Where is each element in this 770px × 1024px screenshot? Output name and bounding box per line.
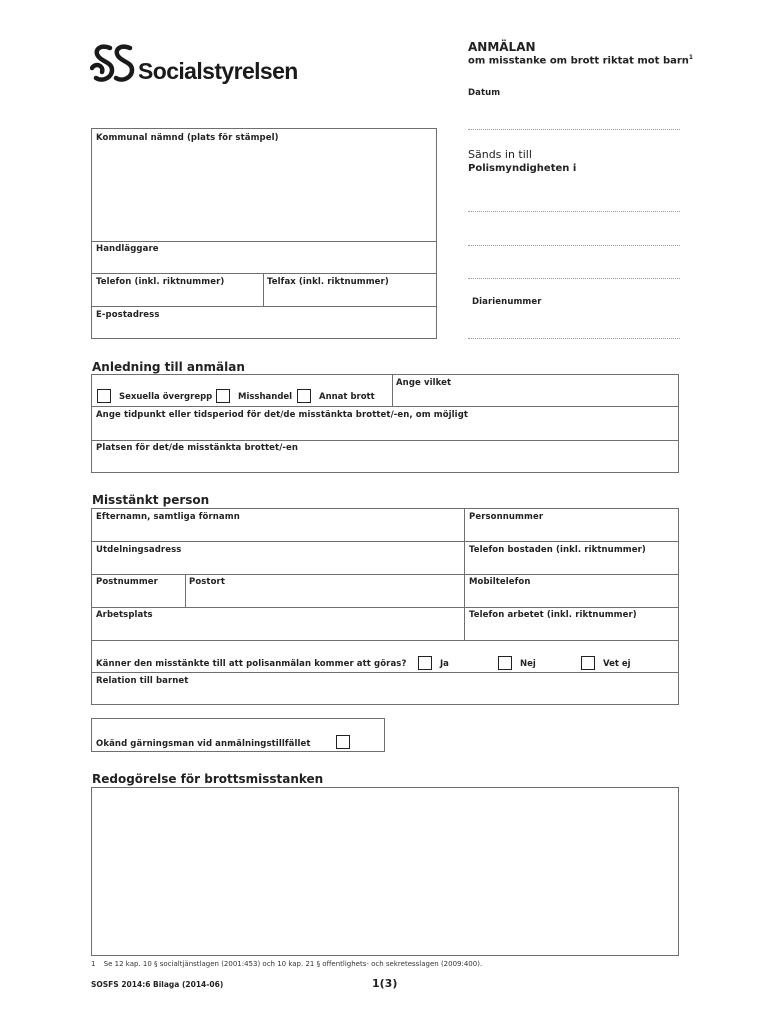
socialstyrelsen-logo [90,42,320,88]
misshandel-label: Misshandel [238,392,293,402]
diarienummer-line [468,338,680,339]
nej-checkbox[interactable] [498,656,512,670]
redogorelse-field[interactable] [94,790,676,953]
personnummer-label: Personnummer [469,512,544,522]
recipient-label: Polismyndigheten i [468,163,577,174]
divider [91,541,679,542]
annat-brott-label: Annat brott [319,392,375,402]
personnummer-field[interactable] [466,524,677,540]
datum-label: Datum [468,88,501,98]
ja-label: Ja [440,659,449,669]
ange-vilket-label: Ange vilket [396,378,452,388]
logo-emblem-icon [90,42,136,86]
telefon-field[interactable] [93,289,261,305]
divider [91,440,679,441]
telfax-field[interactable] [265,289,435,305]
relation-field[interactable] [93,688,677,704]
postnummer-field[interactable] [93,589,183,605]
sexuella-overgrepp-label: Sexuella övergrepp [119,392,213,402]
mobiltelefon-label: Mobiltelefon [469,577,531,587]
form-subtitle-text: om misstanke om brott riktat mot barn [468,55,689,67]
tidpunkt-field[interactable] [93,422,677,439]
divider [91,607,679,608]
misstankt-heading: Misstänkt person [92,493,210,507]
postort-label: Postort [189,577,225,587]
stamp-area[interactable] [93,146,435,240]
diarienummer-label: Diarienummer [472,297,542,307]
vet-ej-checkbox[interactable] [581,656,595,670]
efternamn-label: Efternamn, samtliga förnamn [96,512,240,522]
mobiltelefon-field[interactable] [466,589,677,605]
misshandel-checkbox[interactable] [216,389,230,403]
recipient-field-2[interactable] [468,222,680,244]
footnote-mark: 1 [91,960,96,968]
divider [91,574,679,575]
recipient-line-1 [468,211,680,212]
telefon-arbete-field[interactable] [466,622,677,639]
divider [263,273,264,306]
datum-field[interactable] [468,104,680,126]
telefon-label: Telefon (inkl. riktnummer) [96,277,225,287]
recipient-line-3 [468,278,680,279]
arbetsplats-label: Arbetsplats [96,610,153,620]
footnote-text: Se 12 kap. 10 § socialtjänstlagen (2001:453) och 10 kap. 21 § offentlighets- och sekretesslagen (2009:400). [103,960,483,968]
divider [91,241,437,242]
recipient-line-2 [468,245,680,246]
divider [91,406,679,407]
divider [91,640,679,641]
org-name: Socialstyrelsen [138,58,298,84]
divider [185,574,186,607]
page-number: 1(3) [372,977,398,990]
divider [91,273,437,274]
telfax-label: Telfax (inkl. riktnummer) [267,277,389,287]
platsen-field[interactable] [93,455,677,472]
okand-checkbox[interactable] [336,735,350,749]
recipient-field-1[interactable] [468,188,680,210]
form-subtitle [468,54,693,66]
telefon-arbete-label: Telefon arbetet (inkl. riktnummer) [469,610,637,620]
epost-label: E-postadress [96,310,160,320]
platsen-label: Platsen för det/de misstänkta brottet/-en [96,443,299,453]
form-title: ANMÄLAN [468,40,536,54]
anledning-heading: Anledning till anmälan [92,360,245,374]
annat-brott-checkbox[interactable] [297,389,311,403]
form-code: SOSFS 2014:6 Bilaga (2014-06) [91,980,224,989]
stamp-label: Kommunal nämnd (plats för stämpel) [96,133,279,143]
footnote-mark: 1 [688,54,694,61]
divider [392,374,393,406]
ange-vilket-field[interactable] [394,390,677,405]
footnote [91,960,482,968]
datum-line [468,129,680,130]
utdelningsadress-label: Utdelningsadress [96,545,182,555]
kanner-question: Känner den misstänkte till att polisanmälan kommer att göras? [96,659,407,669]
okand-label: Okänd gärningsman vid anmälningstillfället [96,739,311,749]
sends-to-label: Sänds in till [468,148,532,161]
recipient-field-3[interactable] [468,255,680,277]
vet-ej-label: Vet ej [603,659,631,669]
nej-label: Nej [520,659,536,669]
redogorelse-heading: Redogörelse för brottsmisstanken [92,772,324,786]
sexuella-overgrepp-checkbox[interactable] [97,389,111,403]
utdelningsadress-field[interactable] [93,557,462,573]
handlaggare-label: Handläggare [96,244,159,254]
ja-checkbox[interactable] [418,656,432,670]
relation-label: Relation till barnet [96,676,189,686]
diarienummer-field[interactable] [468,312,680,334]
postort-field[interactable] [187,589,462,605]
arbetsplats-field[interactable] [93,622,462,639]
telefon-bostad-label: Telefon bostaden (inkl. riktnummer) [469,545,646,555]
tidpunkt-label: Ange tidpunkt eller tidsperiod för det/de misstänkta brottet/-en, om möjligt [96,410,469,420]
divider [91,672,679,673]
divider [91,306,437,307]
handlaggare-field[interactable] [93,256,435,272]
postnummer-label: Postnummer [96,577,158,587]
telefon-bostad-field[interactable] [466,557,677,573]
epost-field[interactable] [93,322,435,338]
efternamn-field[interactable] [93,524,462,540]
